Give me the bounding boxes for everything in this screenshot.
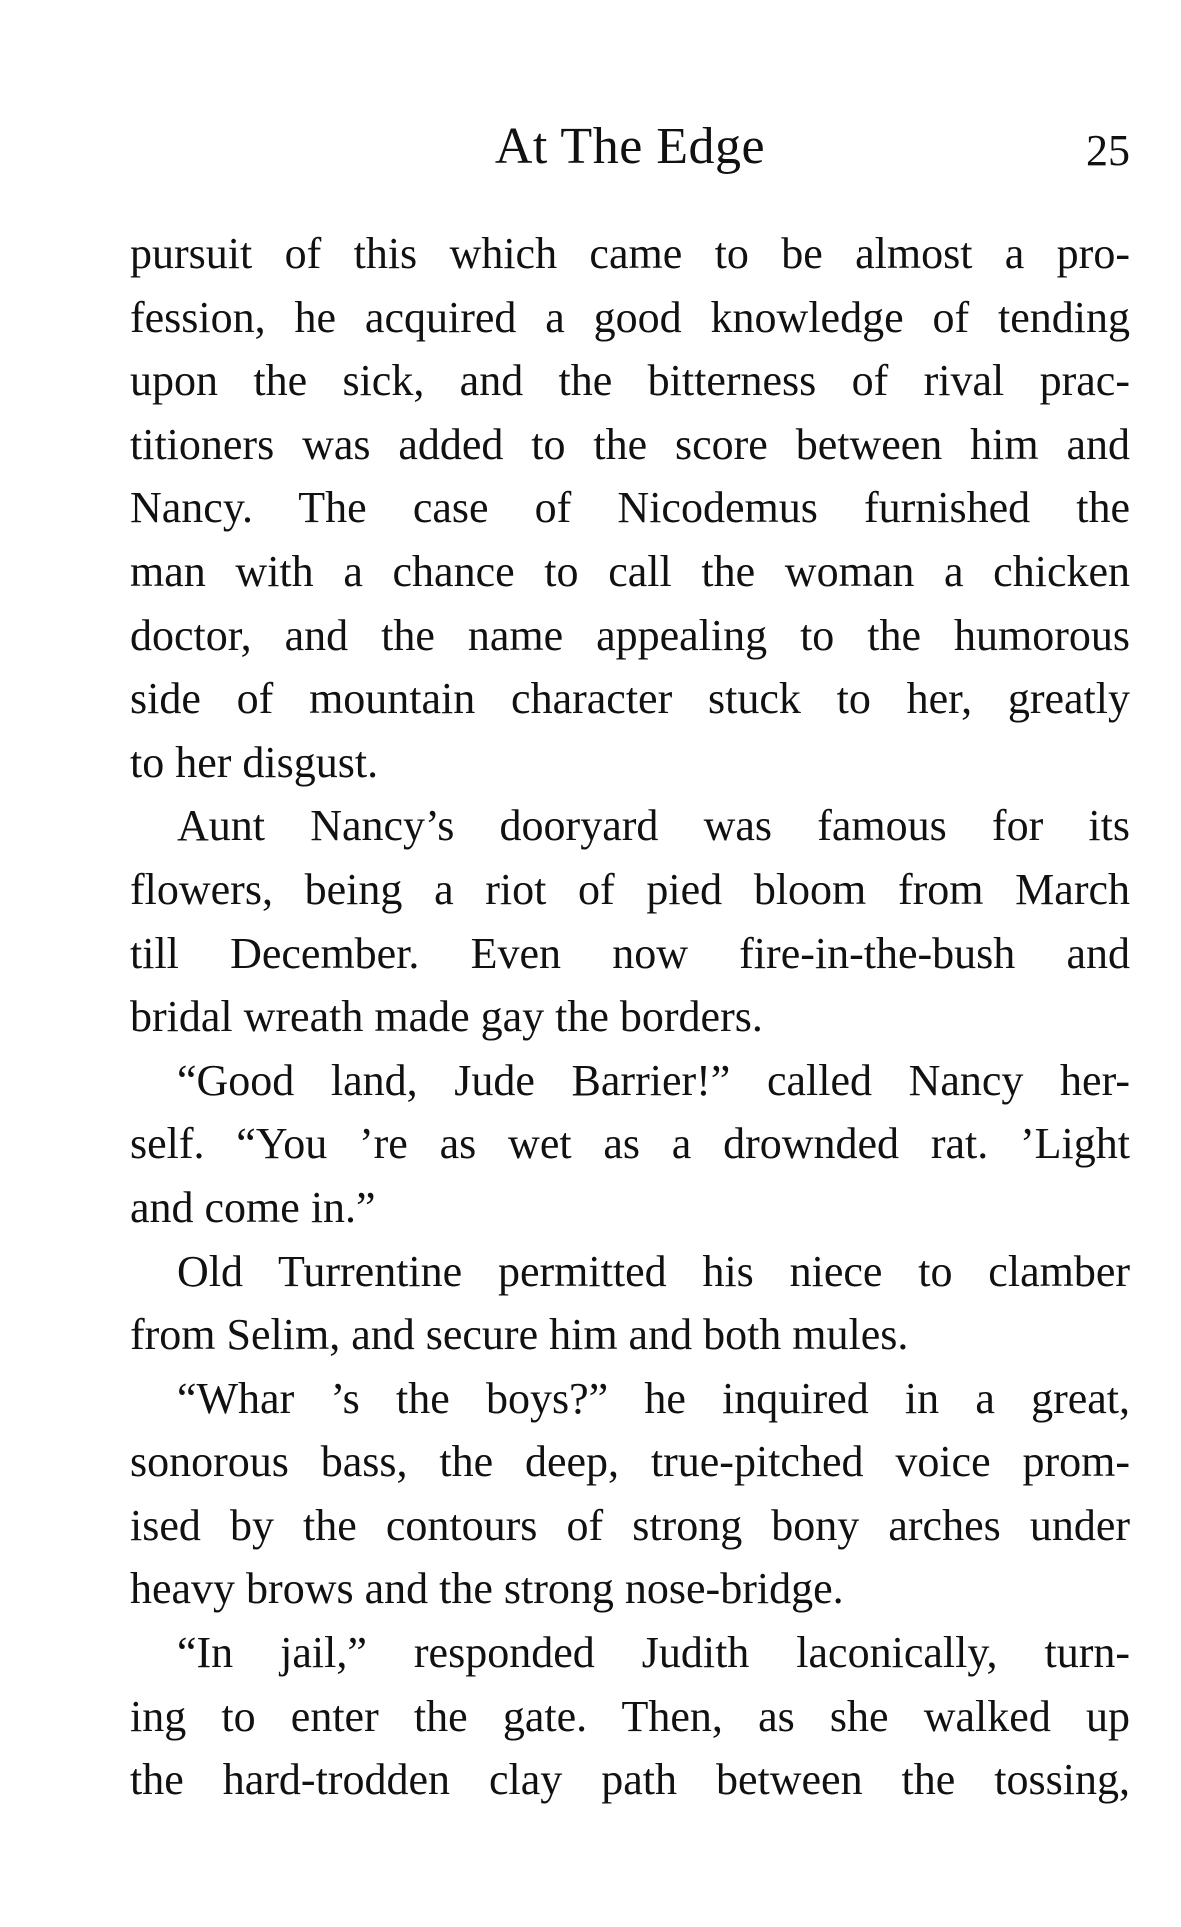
text-line: Nancy. The case of Nicodemus furnished the [130,483,1130,533]
text-line: to her disgust. [130,737,379,787]
text-line: “Good land, Jude Barrier!” called Nancy her- [177,1055,1130,1105]
text-line: ised by the contours of strong bony arches under [130,1500,1130,1550]
body-text [130,222,1130,1812]
text-line: side of mountain character stuck to her, greatly [130,674,1130,724]
text-line: ing to enter the gate. Then, as she walked up [130,1691,1130,1741]
text-line: doctor, and the name appealing to the humorous [130,610,1130,660]
text-line: and come in.” [130,1182,376,1232]
text-line: “Whar ’s the boys?” he inquired in a great, [177,1373,1130,1423]
text-line: till December. Even now fire-in-the-bush and [130,928,1130,978]
text-line: the hard-trodden clay path between the tossing, [130,1755,1130,1805]
text-line: fession, he acquired a good knowledge of tending [130,292,1130,342]
text-line: flowers, being a riot of pied bloom from March [130,864,1130,914]
text-line: Old Turrentine permitted his niece to clamber [177,1246,1130,1296]
text-line: “In jail,” responded Judith laconically, turn- [177,1628,1130,1678]
text-line: from Selim, and secure him and both mules. [130,1310,909,1360]
running-title: At The Edge [494,118,766,175]
text-line: self. “You ’re as wet as a drownded rat. ’Light [130,1119,1130,1169]
text-line: Aunt Nancy’s dooryard was famous for its [177,801,1130,851]
text-line: titioners was added to the score between him and [130,419,1130,469]
text-line: upon the sick, and the bitterness of rival prac- [130,356,1130,406]
text-line: pursuit of this which came to be almost a pro- [130,229,1130,278]
running-header [130,112,1130,182]
page-number: 25 [1086,126,1130,175]
text-line: bridal wreath made gay the borders. [130,992,763,1042]
text-line: sonorous bass, the deep, true-pitched voice prom- [130,1437,1130,1487]
text-line: heavy brows and the strong nose-bridge. [130,1564,844,1614]
text-line: man with a chance to call the woman a chicken [130,546,1130,596]
